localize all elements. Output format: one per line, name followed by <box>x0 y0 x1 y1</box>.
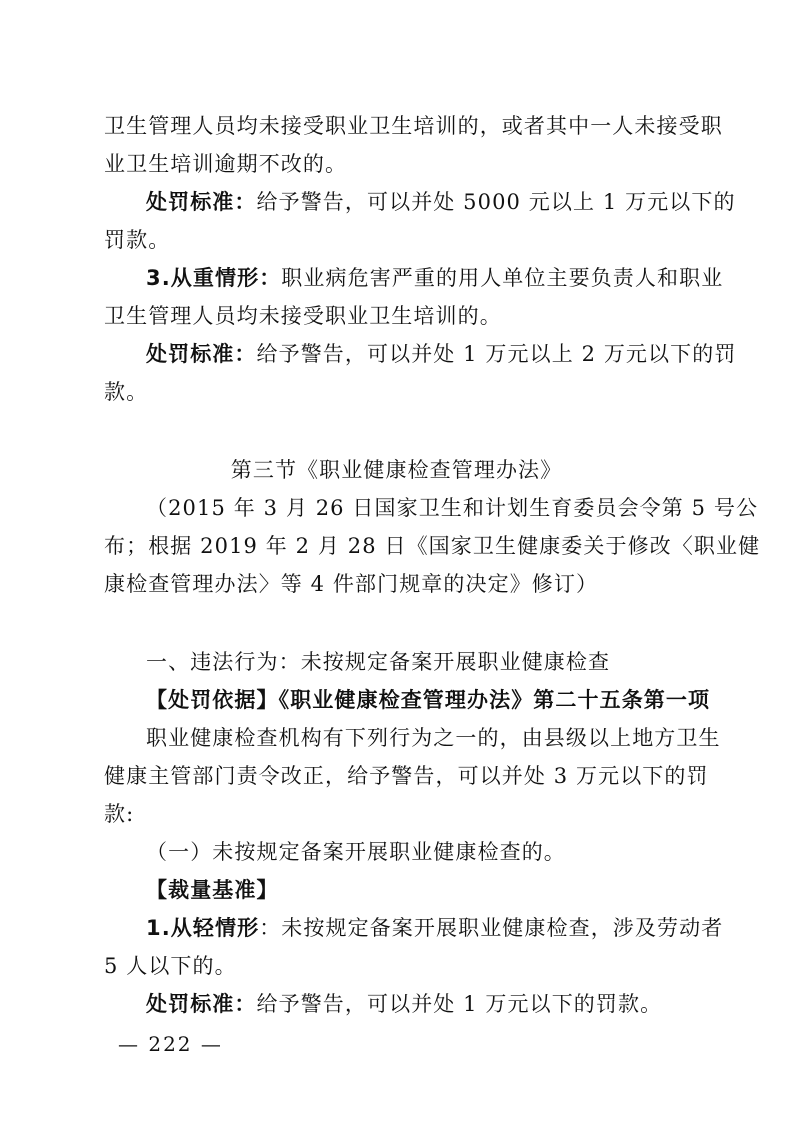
text-line: （一）未按规定备案开展职业健康检查的。 <box>146 840 566 864</box>
mitigating-circumstance-text: ：未按规定备案开展职业健康检查，涉及劳动者 <box>259 916 724 940</box>
text-line: 布；根据 2019 年 2 月 28 日《国家卫生健康委关于修改〈职业健 <box>104 534 761 558</box>
penalty-standard-label: 处罚标准： <box>146 190 257 214</box>
aggravated-circumstance-text: 职业病危害严重的用人单位主要负责人和职业 <box>281 266 724 290</box>
penalty-standard-label: 处罚标准： <box>146 992 257 1016</box>
section-heading: 第三节《职业健康检查管理办法》 <box>230 458 563 482</box>
violation-heading: 一、违法行为：未按规定备案开展职业健康检查 <box>146 650 611 674</box>
text-line: 业卫生培训逾期不改的。 <box>104 152 348 176</box>
penalty-standard-line <box>146 990 662 1018</box>
text-line: （2015 年 3 月 26 日国家卫生和计划生育委员会令第 5 号公 <box>146 496 759 520</box>
penalty-standard-text: 给予警告，可以并处 1 万元以上 2 万元以下的罚 <box>256 342 737 366</box>
aggravated-circumstance-label: 3.从重情形： <box>146 266 282 290</box>
penalty-basis-heading: 【处罚依据】《职业健康检查管理办法》第二十五条第一项 <box>146 688 711 712</box>
text-line: 款: <box>104 802 135 826</box>
penalty-standard-text: 给予警告，可以并处 5000 元以上 1 万元以下的 <box>256 190 736 214</box>
page-number: — 222 — <box>118 1032 223 1056</box>
penalty-standard-line <box>146 188 736 216</box>
mitigating-circumstance-label: 1.从轻情形 <box>146 916 260 940</box>
penalty-standard-label: 处罚标准： <box>146 342 257 366</box>
discretion-standard-heading: 【裁量基准】 <box>146 878 279 902</box>
mitigating-circumstance-line <box>146 914 723 942</box>
text-line: 款。 <box>104 380 149 404</box>
text-line: 卫生管理人员均未接受职业卫生培训的，或者其中一人未接受职 <box>104 114 723 138</box>
text-line: 卫生管理人员均未接受职业卫生培训的。 <box>104 304 502 328</box>
text-line: 健康主管部门责令改正，给予警告，可以并处 3 万元以下的罚 <box>104 764 709 788</box>
text-line: 康检查管理办法〉等 4 件部门规章的决定》修订） <box>104 572 599 596</box>
penalty-standard-line <box>146 340 736 368</box>
aggravated-circumstance-line <box>146 264 723 292</box>
text-line: 职业健康检查机构有下列行为之一的，由县级以上地方卫生 <box>146 726 721 750</box>
text-line: 5 人以下的。 <box>104 954 237 978</box>
text-line: 罚款。 <box>104 228 171 252</box>
penalty-standard-text: 给予警告，可以并处 1 万元以下的罚款。 <box>256 992 663 1016</box>
